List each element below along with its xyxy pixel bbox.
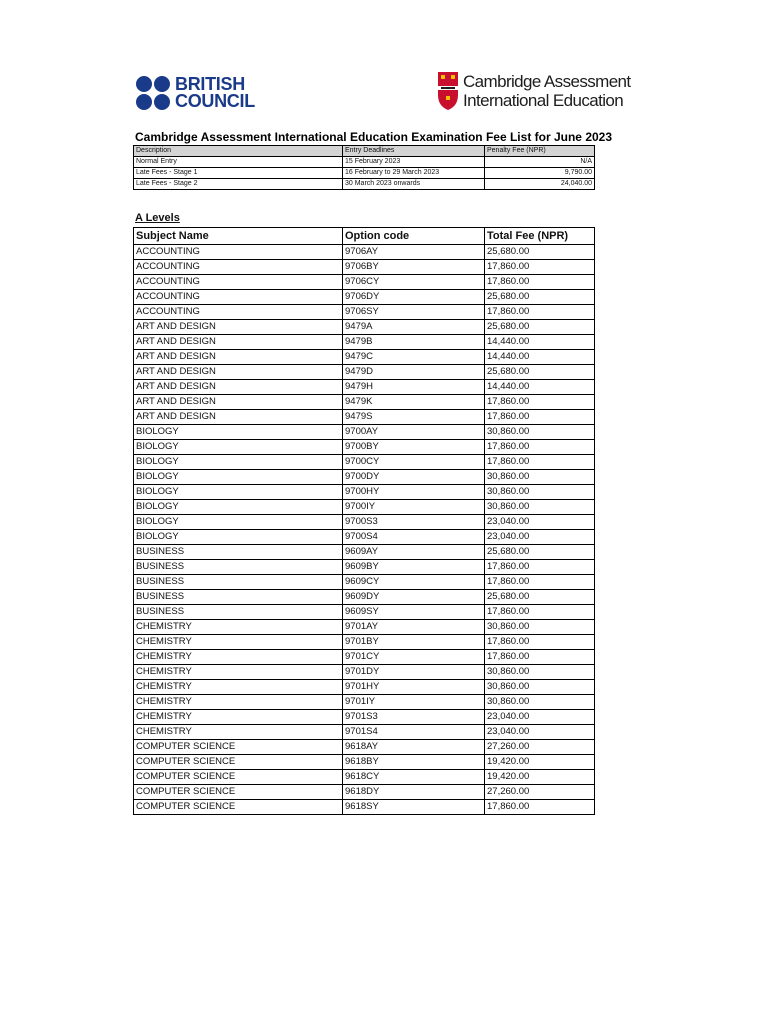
total-fee-cell: 17,860.00: [485, 635, 595, 650]
fee-table-row: [134, 157, 595, 168]
total-fee-cell: 23,040.00: [485, 710, 595, 725]
subject-row: [134, 350, 595, 365]
total-fee-cell: 17,860.00: [485, 410, 595, 425]
fee-header-description: Description: [134, 146, 343, 157]
total-fee-cell: 30,860.00: [485, 620, 595, 635]
subject-row: [134, 590, 595, 605]
subject-name-cell: BIOLOGY: [134, 485, 343, 500]
british-council-dots-icon: [136, 76, 170, 110]
subject-row: [134, 410, 595, 425]
fee-cell-description: Late Fees - Stage 1: [134, 168, 343, 179]
subject-name-cell: COMPUTER SCIENCE: [134, 755, 343, 770]
subject-name-cell: COMPUTER SCIENCE: [134, 770, 343, 785]
option-code-cell: 9479A: [343, 320, 485, 335]
option-code-cell: 9700S3: [343, 515, 485, 530]
total-fee-cell: 17,860.00: [485, 800, 595, 815]
subject-name-cell: CHEMISTRY: [134, 680, 343, 695]
total-fee-cell: 17,860.00: [485, 605, 595, 620]
total-fee-cell: 17,860.00: [485, 575, 595, 590]
total-fee-cell: 25,680.00: [485, 590, 595, 605]
option-code-cell: 9701DY: [343, 665, 485, 680]
fee-table-row: [134, 179, 595, 190]
subject-row: [134, 275, 595, 290]
subject-name-cell: CHEMISTRY: [134, 650, 343, 665]
header-option-code: Option code: [343, 228, 485, 245]
subject-name-cell: ART AND DESIGN: [134, 395, 343, 410]
option-code-cell: 9479S: [343, 410, 485, 425]
option-code-cell: 9479C: [343, 350, 485, 365]
subject-name-cell: CHEMISTRY: [134, 695, 343, 710]
fee-cell-penalty: 24,040.00: [485, 179, 595, 190]
total-fee-cell: 30,860.00: [485, 665, 595, 680]
subject-name-cell: BIOLOGY: [134, 500, 343, 515]
subject-row: [134, 305, 595, 320]
subject-row: [134, 260, 595, 275]
fee-cell-description: Normal Entry: [134, 157, 343, 168]
option-code-cell: 9706AY: [343, 245, 485, 260]
fee-cell-deadline: 15 February 2023: [343, 157, 485, 168]
british-council-line1: BRITISH: [175, 74, 245, 94]
subject-name-cell: BUSINESS: [134, 605, 343, 620]
subject-name-cell: CHEMISTRY: [134, 635, 343, 650]
option-code-cell: 9609SY: [343, 605, 485, 620]
cambridge-shield-icon: [437, 71, 459, 111]
total-fee-cell: 23,040.00: [485, 530, 595, 545]
subject-row: [134, 425, 595, 440]
option-code-cell: 9609BY: [343, 560, 485, 575]
option-code-cell: 9700S4: [343, 530, 485, 545]
total-fee-cell: 23,040.00: [485, 725, 595, 740]
subject-name-cell: BIOLOGY: [134, 425, 343, 440]
total-fee-cell: 14,440.00: [485, 350, 595, 365]
option-code-cell: 9706SY: [343, 305, 485, 320]
subject-name-cell: BUSINESS: [134, 590, 343, 605]
fee-deadlines-table: [133, 145, 595, 190]
subject-name-cell: ART AND DESIGN: [134, 365, 343, 380]
subject-name-cell: CHEMISTRY: [134, 725, 343, 740]
option-code-cell: 9700BY: [343, 440, 485, 455]
fee-table-row: [134, 168, 595, 179]
subject-row: [134, 650, 595, 665]
fee-header-deadlines: Entry Deadlines: [343, 146, 485, 157]
subject-row: [134, 680, 595, 695]
total-fee-cell: 17,860.00: [485, 395, 595, 410]
section-title-a-levels: A Levels: [135, 212, 180, 224]
total-fee-cell: 27,260.00: [485, 740, 595, 755]
option-code-cell: 9700HY: [343, 485, 485, 500]
subject-name-cell: ART AND DESIGN: [134, 380, 343, 395]
subject-name-cell: CHEMISTRY: [134, 710, 343, 725]
subjects-table-body: [134, 245, 595, 815]
subject-row: [134, 635, 595, 650]
option-code-cell: 9479D: [343, 365, 485, 380]
subject-row: [134, 395, 595, 410]
subject-name-cell: CHEMISTRY: [134, 620, 343, 635]
option-code-cell: 9479K: [343, 395, 485, 410]
document-title: Cambridge Assessment International Education Examination Fee List for June 2023: [135, 130, 613, 144]
subject-row: [134, 500, 595, 515]
option-code-cell: 9701AY: [343, 620, 485, 635]
total-fee-cell: 30,860.00: [485, 485, 595, 500]
total-fee-cell: 17,860.00: [485, 260, 595, 275]
subject-name-cell: BUSINESS: [134, 560, 343, 575]
subject-row: [134, 710, 595, 725]
subject-name-cell: ART AND DESIGN: [134, 335, 343, 350]
option-code-cell: 9479B: [343, 335, 485, 350]
total-fee-cell: 30,860.00: [485, 680, 595, 695]
subject-name-cell: BIOLOGY: [134, 455, 343, 470]
subject-row: [134, 365, 595, 380]
option-code-cell: 9701BY: [343, 635, 485, 650]
subject-row: [134, 620, 595, 635]
total-fee-cell: 14,440.00: [485, 380, 595, 395]
british-council-line2: COUNCIL: [175, 91, 255, 111]
subject-name-cell: ART AND DESIGN: [134, 410, 343, 425]
total-fee-cell: 14,440.00: [485, 335, 595, 350]
option-code-cell: 9609DY: [343, 590, 485, 605]
option-code-cell: 9618SY: [343, 800, 485, 815]
fee-cell-deadline: 16 February to 29 March 2023: [343, 168, 485, 179]
subject-row: [134, 725, 595, 740]
subject-row: [134, 755, 595, 770]
subject-row: [134, 575, 595, 590]
total-fee-cell: 30,860.00: [485, 695, 595, 710]
subject-name-cell: BUSINESS: [134, 575, 343, 590]
total-fee-cell: 27,260.00: [485, 785, 595, 800]
subject-row: [134, 320, 595, 335]
subject-row: [134, 545, 595, 560]
subject-name-cell: BIOLOGY: [134, 440, 343, 455]
option-code-cell: 9701HY: [343, 680, 485, 695]
fee-table-header-row: [134, 146, 595, 157]
subject-row: [134, 515, 595, 530]
option-code-cell: 9701CY: [343, 650, 485, 665]
fee-header-penalty: Penalty Fee (NPR): [485, 146, 595, 157]
subject-name-cell: COMPUTER SCIENCE: [134, 785, 343, 800]
subject-row: [134, 245, 595, 260]
fee-cell-description: Late Fees - Stage 2: [134, 179, 343, 190]
option-code-cell: 9618DY: [343, 785, 485, 800]
header-total-fee: Total Fee (NPR): [485, 228, 595, 245]
subject-name-cell: ACCOUNTING: [134, 290, 343, 305]
total-fee-cell: 17,860.00: [485, 275, 595, 290]
subject-row: [134, 695, 595, 710]
total-fee-cell: 17,860.00: [485, 440, 595, 455]
subject-name-cell: BIOLOGY: [134, 470, 343, 485]
subject-name-cell: ACCOUNTING: [134, 245, 343, 260]
option-code-cell: 9701IY: [343, 695, 485, 710]
subject-name-cell: ACCOUNTING: [134, 275, 343, 290]
subject-row: [134, 290, 595, 305]
subject-name-cell: ACCOUNTING: [134, 305, 343, 320]
option-code-cell: 9700IY: [343, 500, 485, 515]
subject-row: [134, 380, 595, 395]
total-fee-cell: 17,860.00: [485, 650, 595, 665]
option-code-cell: 9700AY: [343, 425, 485, 440]
subject-name-cell: BIOLOGY: [134, 530, 343, 545]
option-code-cell: 9618AY: [343, 740, 485, 755]
total-fee-cell: 25,680.00: [485, 365, 595, 380]
total-fee-cell: 19,420.00: [485, 755, 595, 770]
subject-row: [134, 470, 595, 485]
fee-cell-penalty: 9,790.00: [485, 168, 595, 179]
total-fee-cell: 25,680.00: [485, 245, 595, 260]
subject-row: [134, 560, 595, 575]
subjects-header-row: [134, 228, 595, 245]
subject-row: [134, 335, 595, 350]
subject-name-cell: ACCOUNTING: [134, 260, 343, 275]
total-fee-cell: 25,680.00: [485, 545, 595, 560]
subject-row: [134, 800, 595, 815]
cambridge-line1: Cambridge Assessment: [463, 72, 631, 91]
option-code-cell: 9609AY: [343, 545, 485, 560]
subject-name-cell: COMPUTER SCIENCE: [134, 800, 343, 815]
subject-row: [134, 455, 595, 470]
option-code-cell: 9701S3: [343, 710, 485, 725]
option-code-cell: 9618CY: [343, 770, 485, 785]
fee-cell-penalty: N/A: [485, 157, 595, 168]
option-code-cell: 9706DY: [343, 290, 485, 305]
subject-name-cell: ART AND DESIGN: [134, 320, 343, 335]
option-code-cell: 9706BY: [343, 260, 485, 275]
total-fee-cell: 17,860.00: [485, 560, 595, 575]
total-fee-cell: 25,680.00: [485, 320, 595, 335]
subject-name-cell: BIOLOGY: [134, 515, 343, 530]
option-code-cell: 9701S4: [343, 725, 485, 740]
subject-row: [134, 530, 595, 545]
cambridge-line2: International Education: [463, 91, 624, 110]
subject-row: [134, 770, 595, 785]
total-fee-cell: 19,420.00: [485, 770, 595, 785]
option-code-cell: 9700DY: [343, 470, 485, 485]
subject-row: [134, 440, 595, 455]
subject-name-cell: CHEMISTRY: [134, 665, 343, 680]
subject-name-cell: BUSINESS: [134, 545, 343, 560]
subject-row: [134, 485, 595, 500]
subject-name-cell: ART AND DESIGN: [134, 350, 343, 365]
total-fee-cell: 30,860.00: [485, 425, 595, 440]
a-levels-subjects-table: [133, 227, 595, 815]
header-subject-name: Subject Name: [134, 228, 343, 245]
total-fee-cell: 30,860.00: [485, 470, 595, 485]
option-code-cell: 9618BY: [343, 755, 485, 770]
total-fee-cell: 17,860.00: [485, 455, 595, 470]
subject-name-cell: COMPUTER SCIENCE: [134, 740, 343, 755]
total-fee-cell: 30,860.00: [485, 500, 595, 515]
option-code-cell: 9700CY: [343, 455, 485, 470]
total-fee-cell: 25,680.00: [485, 290, 595, 305]
cambridge-logo: [437, 71, 631, 111]
subject-row: [134, 605, 595, 620]
option-code-cell: 9609CY: [343, 575, 485, 590]
subject-row: [134, 740, 595, 755]
option-code-cell: 9706CY: [343, 275, 485, 290]
fee-cell-deadline: 30 March 2023 onwards: [343, 179, 485, 190]
subject-row: [134, 785, 595, 800]
total-fee-cell: 23,040.00: [485, 515, 595, 530]
subject-row: [134, 665, 595, 680]
british-council-logo: [136, 74, 255, 112]
total-fee-cell: 17,860.00: [485, 305, 595, 320]
option-code-cell: 9479H: [343, 380, 485, 395]
